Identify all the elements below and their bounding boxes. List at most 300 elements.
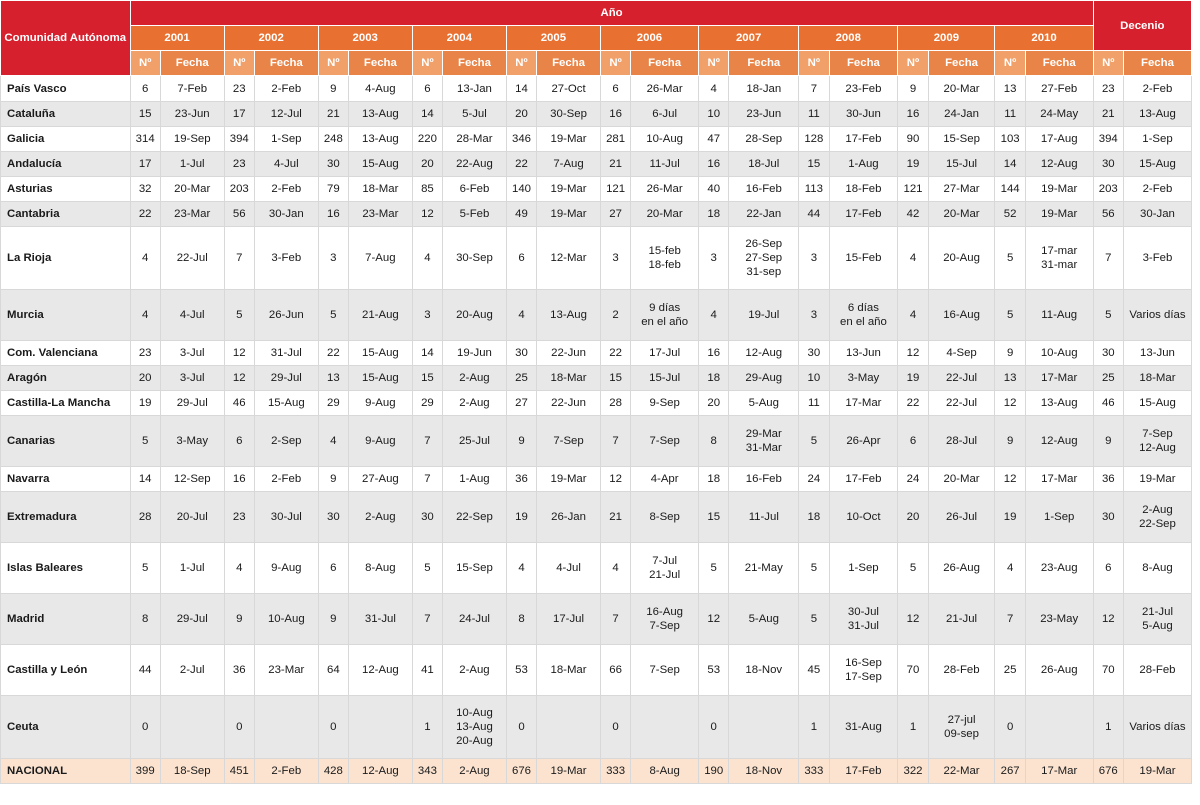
cell-date: 22-Jul — [928, 366, 995, 391]
cell-date: 15-Aug — [349, 341, 413, 366]
cell-count: 30 — [1093, 152, 1123, 177]
cell-date: Varios días — [1123, 290, 1191, 341]
cell-date: 24-Jul — [443, 594, 507, 645]
cell-date: 1-Aug — [443, 467, 507, 492]
cell-date: 31-Aug — [829, 696, 898, 759]
cell-count: 6 — [130, 76, 160, 102]
cell-date: 19-Mar — [537, 127, 601, 152]
header-date: Fecha — [829, 51, 898, 76]
cell-count: 6 — [506, 227, 536, 290]
table-row — [1, 416, 1192, 467]
header-date: Fecha — [1123, 51, 1191, 76]
cell-count: 11 — [799, 102, 829, 127]
cell-count: 5 — [130, 416, 160, 467]
table-row — [1, 290, 1192, 341]
cell-date — [349, 696, 413, 759]
national-count: 190 — [699, 759, 729, 784]
cell-date: 28-Mar — [443, 127, 507, 152]
header-date: Fecha — [160, 51, 224, 76]
cell-count: 8 — [506, 594, 536, 645]
cell-date: 26-Aug — [928, 543, 995, 594]
cell-date: 22-Jul — [928, 391, 995, 416]
cell-date: 21-Jul 5-Aug — [1123, 594, 1191, 645]
cell-count: 21 — [318, 102, 348, 127]
cell-date: 4-Jul — [254, 152, 318, 177]
cell-count: 5 — [1093, 290, 1123, 341]
header-year-2002: 2002 — [224, 26, 318, 51]
cell-count: 13 — [995, 366, 1025, 391]
cell-count: 21 — [600, 152, 630, 177]
cell-date: 9-Aug — [349, 416, 413, 467]
cell-count: 29 — [318, 391, 348, 416]
cell-count: 5 — [799, 594, 829, 645]
cell-count: 5 — [318, 290, 348, 341]
header-n: Nº — [799, 51, 829, 76]
cell-count: 4 — [995, 543, 1025, 594]
cell-date: 15-Aug — [1123, 152, 1191, 177]
cell-date: 12-Aug — [349, 645, 413, 696]
cell-count: 28 — [130, 492, 160, 543]
cell-count: 23 — [1093, 76, 1123, 102]
cell-count: 5 — [995, 227, 1025, 290]
national-date: 2-Aug — [443, 759, 507, 784]
cell-date: 18-Mar — [349, 177, 413, 202]
cell-date: 7-Sep 12-Aug — [1123, 416, 1191, 467]
cell-count: 45 — [799, 645, 829, 696]
cell-count: 18 — [699, 366, 729, 391]
cell-count: 30 — [318, 492, 348, 543]
cell-count: 16 — [600, 102, 630, 127]
cell-date: 10-Aug — [254, 594, 318, 645]
cell-date: 3-Feb — [1123, 227, 1191, 290]
cell-count: 13 — [995, 76, 1025, 102]
cell-date: 17-Jul — [537, 594, 601, 645]
cell-date: 10-Aug — [631, 127, 699, 152]
cell-count: 11 — [799, 391, 829, 416]
header-n: Nº — [224, 51, 254, 76]
national-count: 451 — [224, 759, 254, 784]
cell-count: 5 — [799, 543, 829, 594]
cell-count: 53 — [506, 645, 536, 696]
cell-date: 13-Jan — [443, 76, 507, 102]
cell-count: 32 — [130, 177, 160, 202]
cell-count: 30 — [1093, 492, 1123, 543]
cell-count: 5 — [898, 543, 928, 594]
cell-count: 30 — [412, 492, 442, 543]
cell-date: 2-Aug — [443, 391, 507, 416]
cell-date: 28-Feb — [928, 645, 995, 696]
cell-date: 12-Aug — [1025, 416, 1093, 467]
cell-date: 15-Sep — [443, 543, 507, 594]
cell-count: 2 — [600, 290, 630, 341]
cell-date: 7-Sep — [537, 416, 601, 467]
cell-count: 15 — [600, 366, 630, 391]
cell-count: 56 — [1093, 202, 1123, 227]
header-n: Nº — [412, 51, 442, 76]
cell-count: 7 — [600, 416, 630, 467]
header-date: Fecha — [349, 51, 413, 76]
cell-count: 314 — [130, 127, 160, 152]
cell-count: 394 — [1093, 127, 1123, 152]
cell-count: 9 — [318, 594, 348, 645]
region-name: Cantabria — [1, 202, 131, 227]
cell-count: 46 — [224, 391, 254, 416]
cell-date: 26-Jul — [928, 492, 995, 543]
cell-date: 2-Feb — [1123, 76, 1191, 102]
cell-count: 3 — [799, 290, 829, 341]
cell-count: 14 — [412, 102, 442, 127]
cell-date: 2-Aug 22-Sep — [1123, 492, 1191, 543]
cell-date: 23-Jun — [729, 102, 799, 127]
cell-date: 21-Aug — [349, 290, 413, 341]
region-name: Asturias — [1, 177, 131, 202]
cell-date: 7-Feb — [160, 76, 224, 102]
header-n: Nº — [995, 51, 1025, 76]
national-date: 18-Sep — [160, 759, 224, 784]
cell-date: 15-Aug — [1123, 391, 1191, 416]
cell-date: 10-Aug 13-Aug 20-Aug — [443, 696, 507, 759]
cell-count: 85 — [412, 177, 442, 202]
cell-count: 0 — [699, 696, 729, 759]
cell-count: 0 — [506, 696, 536, 759]
cell-date: 29-Mar 31-Mar — [729, 416, 799, 467]
cell-count: 15 — [130, 102, 160, 127]
cell-date: 20-Mar — [928, 467, 995, 492]
cell-date: 2-Feb — [254, 76, 318, 102]
region-name: Galicia — [1, 127, 131, 152]
region-name: Madrid — [1, 594, 131, 645]
cell-count: 14 — [995, 152, 1025, 177]
cell-date: 2-Jul — [160, 645, 224, 696]
cell-date: 3-Jul — [160, 366, 224, 391]
cell-date: 19-Mar — [537, 202, 601, 227]
cell-date: 11-Jul — [729, 492, 799, 543]
cell-count: 5 — [799, 416, 829, 467]
cell-date: 19-Mar — [1025, 177, 1093, 202]
cell-date: 18-Mar — [537, 645, 601, 696]
cell-count: 121 — [600, 177, 630, 202]
cell-count: 4 — [898, 290, 928, 341]
region-name: Ceuta — [1, 696, 131, 759]
cell-count: 15 — [412, 366, 442, 391]
header-date: Fecha — [631, 51, 699, 76]
national-count: 676 — [1093, 759, 1123, 784]
table-row — [1, 543, 1192, 594]
cell-date: 17-Mar — [1025, 467, 1093, 492]
cell-count: 7 — [1093, 227, 1123, 290]
cell-date: 4-Sep — [928, 341, 995, 366]
cell-count: 27 — [600, 202, 630, 227]
cell-date: 30-Jan — [1123, 202, 1191, 227]
cell-count: 5 — [224, 290, 254, 341]
cell-date: 26-Aug — [1025, 645, 1093, 696]
region-name: Murcia — [1, 290, 131, 341]
cell-count: 14 — [130, 467, 160, 492]
cell-count: 79 — [318, 177, 348, 202]
cell-date: 19-Mar — [1025, 202, 1093, 227]
cell-count: 9 — [1093, 416, 1123, 467]
national-date: 2-Feb — [254, 759, 318, 784]
cell-count: 1 — [412, 696, 442, 759]
cell-date: 21-May — [729, 543, 799, 594]
header-date: Fecha — [1025, 51, 1093, 76]
cell-count: 44 — [799, 202, 829, 227]
national-date: 17-Mar — [1025, 759, 1093, 784]
header-n: Nº — [898, 51, 928, 76]
table-row — [1, 594, 1192, 645]
cell-date: 15-Aug — [349, 366, 413, 391]
cell-date: 20-Aug — [443, 290, 507, 341]
header-date: Fecha — [928, 51, 995, 76]
cell-date: 13-Jun — [1123, 341, 1191, 366]
cell-date: 20-Aug — [928, 227, 995, 290]
cell-date: 20-Jul — [160, 492, 224, 543]
cell-count: 22 — [318, 341, 348, 366]
cell-date: 28-Sep — [729, 127, 799, 152]
cell-count: 8 — [130, 594, 160, 645]
cell-date: 1-Sep — [1025, 492, 1093, 543]
cell-count: 36 — [506, 467, 536, 492]
national-label: NACIONAL — [1, 759, 131, 784]
cell-date — [254, 696, 318, 759]
cell-date: 26-Apr — [829, 416, 898, 467]
cell-date: 28-Jul — [928, 416, 995, 467]
cell-date: 24-May — [1025, 102, 1093, 127]
cell-date: 2-Aug — [443, 645, 507, 696]
cell-count: 29 — [412, 391, 442, 416]
national-count: 676 — [506, 759, 536, 784]
region-name: Aragón — [1, 366, 131, 391]
cell-date: 30-Jul — [254, 492, 318, 543]
cell-date: 15-Aug — [254, 391, 318, 416]
cell-count: 203 — [1093, 177, 1123, 202]
header-year-2006: 2006 — [600, 26, 698, 51]
cell-count: 4 — [130, 227, 160, 290]
cell-count: 10 — [799, 366, 829, 391]
cell-date: 12-Jul — [254, 102, 318, 127]
national-date: 17-Feb — [829, 759, 898, 784]
header-year-2004: 2004 — [412, 26, 506, 51]
national-date: 8-Aug — [631, 759, 699, 784]
table-row — [1, 152, 1192, 177]
cell-date: 4-Aug — [349, 76, 413, 102]
cell-count: 20 — [898, 492, 928, 543]
cell-count: 20 — [130, 366, 160, 391]
cell-date: 5-Aug — [729, 391, 799, 416]
cell-date: 12-Sep — [160, 467, 224, 492]
cell-date: 20-Mar — [928, 202, 995, 227]
cell-count: 9 — [318, 76, 348, 102]
cell-date: 13-Aug — [1025, 391, 1093, 416]
cell-date: 17-Mar — [1025, 366, 1093, 391]
cell-date: 26-Sep 27-Sep 31-sep — [729, 227, 799, 290]
table-row — [1, 391, 1192, 416]
cell-count: 5 — [995, 290, 1025, 341]
header-date: Fecha — [537, 51, 601, 76]
cell-count: 22 — [600, 341, 630, 366]
cell-count: 1 — [1093, 696, 1123, 759]
cell-date: 23-Mar — [349, 202, 413, 227]
cell-date: 18-Mar — [537, 366, 601, 391]
cell-count: 9 — [995, 341, 1025, 366]
cell-count: 248 — [318, 127, 348, 152]
cell-count: 394 — [224, 127, 254, 152]
region-name: Islas Baleares — [1, 543, 131, 594]
cell-count: 20 — [506, 102, 536, 127]
cell-date: 16-Sep 17-Sep — [829, 645, 898, 696]
cell-date: 16-Feb — [729, 467, 799, 492]
cell-date: 19-Sep — [160, 127, 224, 152]
cell-count: 12 — [412, 202, 442, 227]
cell-count: 30 — [506, 341, 536, 366]
cell-date — [631, 696, 699, 759]
national-count: 267 — [995, 759, 1025, 784]
cell-count: 0 — [318, 696, 348, 759]
cell-count: 16 — [224, 467, 254, 492]
cell-date: 13-Jun — [829, 341, 898, 366]
cell-date: 13-Aug — [537, 290, 601, 341]
cell-date: 17-Feb — [829, 127, 898, 152]
cell-count: 30 — [1093, 341, 1123, 366]
region-name: Navarra — [1, 467, 131, 492]
cell-date: 29-Jul — [160, 391, 224, 416]
cell-date: 22-Aug — [443, 152, 507, 177]
cell-date: 26-Jun — [254, 290, 318, 341]
cell-count: 12 — [224, 366, 254, 391]
cell-count: 0 — [995, 696, 1025, 759]
cell-count: 22 — [130, 202, 160, 227]
cell-count: 3 — [699, 227, 729, 290]
national-date: 19-Mar — [1123, 759, 1191, 784]
cell-date: 29-Jul — [160, 594, 224, 645]
national-count: 333 — [600, 759, 630, 784]
cell-date: 7-Sep — [631, 645, 699, 696]
header-decade: Decenio — [1093, 1, 1191, 51]
cell-count: 24 — [898, 467, 928, 492]
cell-date: 5-Jul — [443, 102, 507, 127]
header-date: Fecha — [729, 51, 799, 76]
cell-count: 103 — [995, 127, 1025, 152]
cell-count: 203 — [224, 177, 254, 202]
cell-count: 12 — [699, 594, 729, 645]
cell-date: 12-Aug — [1025, 152, 1093, 177]
national-count: 343 — [412, 759, 442, 784]
cell-count: 128 — [799, 127, 829, 152]
header-n: Nº — [1093, 51, 1123, 76]
national-count: 322 — [898, 759, 928, 784]
cell-count: 21 — [600, 492, 630, 543]
cell-date: 28-Feb — [1123, 645, 1191, 696]
cell-date — [537, 696, 601, 759]
cell-count: 14 — [506, 76, 536, 102]
table-row — [1, 696, 1192, 759]
cell-date: 30-Jul 31-Jul — [829, 594, 898, 645]
cell-date: 22-Jan — [729, 202, 799, 227]
cell-date: 1-Sep — [1123, 127, 1191, 152]
header-date: Fecha — [254, 51, 318, 76]
cell-count: 9 — [995, 416, 1025, 467]
cell-date: 18-Nov — [729, 645, 799, 696]
cell-count: 0 — [130, 696, 160, 759]
cell-count: 52 — [995, 202, 1025, 227]
national-date: 12-Aug — [349, 759, 413, 784]
header-year-2008: 2008 — [799, 26, 898, 51]
region-name: La Rioja — [1, 227, 131, 290]
cell-date: 17-mar 31-mar — [1025, 227, 1093, 290]
cell-count: 23 — [224, 492, 254, 543]
cell-date: 3-May — [829, 366, 898, 391]
cell-count: 1 — [898, 696, 928, 759]
cell-count: 15 — [799, 152, 829, 177]
cell-count: 17 — [130, 152, 160, 177]
cell-count: 25 — [506, 366, 536, 391]
cell-date: 6-Feb — [443, 177, 507, 202]
cell-count: 19 — [898, 152, 928, 177]
cell-count: 10 — [699, 102, 729, 127]
cell-date: 19-Mar — [1123, 467, 1191, 492]
cell-date: 22-Sep — [443, 492, 507, 543]
cell-date: 8-Sep — [631, 492, 699, 543]
region-name: Cataluña — [1, 102, 131, 127]
cell-date: 15-Jul — [928, 152, 995, 177]
cell-date: 8-Aug — [1123, 543, 1191, 594]
cell-count: 7 — [412, 594, 442, 645]
national-date: 18-Nov — [729, 759, 799, 784]
cell-count: 15 — [699, 492, 729, 543]
cell-count: 27 — [506, 391, 536, 416]
cell-date: 2-Feb — [254, 177, 318, 202]
cell-date: 16-Aug — [928, 290, 995, 341]
cell-date: 30-Jan — [254, 202, 318, 227]
cell-count: 90 — [898, 127, 928, 152]
cell-date: 9-Aug — [349, 391, 413, 416]
cell-date: 17-Aug — [1025, 127, 1093, 152]
cell-date: 19-Jul — [729, 290, 799, 341]
table-row — [1, 492, 1192, 543]
cell-date: 12-Mar — [537, 227, 601, 290]
cell-date: 17-Jul — [631, 341, 699, 366]
cell-date: 22-Jun — [537, 391, 601, 416]
cell-date: 4-Jul — [160, 290, 224, 341]
cell-date: 11-Jul — [631, 152, 699, 177]
region-name: Com. Valenciana — [1, 341, 131, 366]
cell-count: 7 — [799, 76, 829, 102]
cell-date: 23-May — [1025, 594, 1093, 645]
cell-count: 18 — [699, 202, 729, 227]
cell-date: 2-Aug — [349, 492, 413, 543]
cell-date: 30-Jun — [829, 102, 898, 127]
cell-date: 12-Aug — [729, 341, 799, 366]
cell-date: 7-Aug — [349, 227, 413, 290]
region-name: Castilla-La Mancha — [1, 391, 131, 416]
header-year-2010: 2010 — [995, 26, 1093, 51]
cell-count: 6 — [600, 76, 630, 102]
cell-count: 4 — [412, 227, 442, 290]
cell-count: 4 — [130, 290, 160, 341]
cell-count: 25 — [1093, 366, 1123, 391]
cell-count: 113 — [799, 177, 829, 202]
cell-date: 23-Jun — [160, 102, 224, 127]
cell-date: 23-Mar — [254, 645, 318, 696]
cell-date: 17-Feb — [829, 467, 898, 492]
table-row — [1, 102, 1192, 127]
cell-count: 4 — [318, 416, 348, 467]
cell-count: 12 — [1093, 594, 1123, 645]
cell-count: 12 — [995, 467, 1025, 492]
cell-count: 41 — [412, 645, 442, 696]
national-count: 428 — [318, 759, 348, 784]
cell-count: 7 — [600, 594, 630, 645]
